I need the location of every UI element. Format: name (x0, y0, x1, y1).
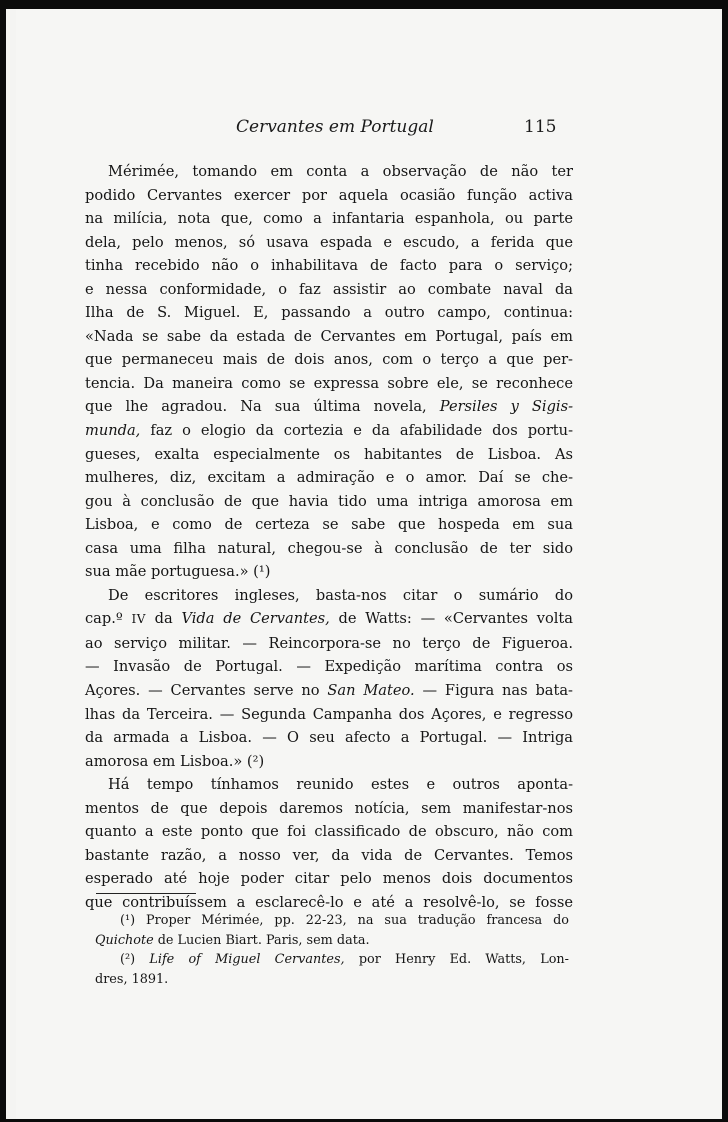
text-line: que permaneceu mais de dois anos, com o terço a que per- (85, 351, 573, 369)
footnote-marker: (²) (120, 952, 136, 967)
footnote-separator (96, 893, 196, 894)
book-page (16, 9, 720, 1119)
text-run: Açores. — Cervantes serve no (85, 682, 328, 700)
text-line: podido Cervantes exercer por aquela ocasião função activa (85, 186, 573, 204)
footnotes (95, 911, 569, 989)
book-title-italic: Quichote (95, 932, 154, 948)
text-line: Ilha de S. Miguel. E, passando a outro campo, continua: (85, 304, 573, 322)
text-line: amorosa em Lisboa.» (²) (85, 752, 265, 770)
text-line: Há tempo tínhamos reunido estes e outros aponta- (108, 776, 573, 794)
book-title-italic: Life of Miguel Cervantes, (149, 952, 345, 967)
text-line (85, 607, 573, 632)
text-run: por Henry Ed. Watts, Lon- (344, 952, 569, 967)
text-line: tencia. Da maneira como se expressa sobre ele, se reconhece (85, 374, 573, 392)
text-line: lhas da Terceira. — Segunda Campanha dos Açores, e regresso (85, 705, 573, 723)
text-line: sua mãe portuguesa.» (¹) (85, 563, 271, 581)
book-title-italic: Vida de Cervantes, (181, 610, 330, 628)
text-line: bastante razão, a nosso ver, da vida de Cervantes. Temos (85, 846, 573, 864)
footnote-marker: (¹) (120, 913, 136, 928)
text-line: dela, pelo menos, só usava espada e escudo, a ferida que (85, 233, 573, 251)
text-line: ao serviço militar. — Reincorpora-se no terço de Figueroa. (85, 634, 573, 652)
text-line: e nessa conformidade, o faz assistir ao combate naval da (85, 280, 573, 298)
text-line: esperado até hoje poder citar pelo menos dois documentos (85, 870, 573, 888)
text-line (85, 419, 573, 443)
footnote-2-cont: dres, 1891. (95, 971, 169, 987)
text-line: Lisboa, e como de certeza se sabe que hospeda em sua (85, 516, 573, 534)
text-line: De escritores ingleses, basta-nos citar o sumário do (108, 586, 573, 604)
book-title-italic: munda, (85, 422, 141, 440)
text-line: «Nada se sabe da estada de Cervantes em Portugal, país em (85, 327, 573, 345)
text-run: cap.º (85, 610, 132, 628)
text-run: que lhe agradou. Na sua última novela, (85, 398, 440, 416)
footnote-2 (95, 950, 569, 970)
text-line: gueses, exalta especialmente os habitantes de Lisboa. As (85, 445, 573, 463)
text-line: tinha recebido não o inhabilitava de facto para o serviço; (85, 257, 573, 275)
text-run: da (145, 610, 182, 628)
body-text (85, 160, 573, 915)
text-line: da armada a Lisboa. — O seu afecto a Portugal. — Intriga (85, 729, 573, 747)
text-run: — Figura nas bata- (414, 682, 573, 700)
text-line (85, 395, 573, 419)
text-line: quanto a este ponto que foi classificado de obscuro, não com (85, 823, 573, 841)
running-header (16, 117, 720, 141)
text-run: faz o elogio da cortezia e da afabilidade dos portu- (140, 422, 573, 440)
text-run: Proper Mérimée, pp. 22-23, na sua tradução francesa do (135, 913, 569, 928)
ship-name-italic: San Mateo. (327, 682, 415, 700)
text-line: mulheres, diz, excitam a admiração e o amor. Daí se che- (85, 469, 573, 487)
text-line (85, 679, 573, 703)
running-title: Cervantes em Portugal (236, 117, 434, 137)
text-run: de Watts: — «Cervantes volta (329, 610, 573, 628)
text-line: que contribuíssem a esclarecê-lo e até a resolvê-lo, se fosse (85, 893, 573, 911)
page-number: 115 (524, 117, 557, 137)
book-title-italic: Persiles y Sigis- (439, 398, 573, 416)
text-line: Mérimée, tomando em conta a observação de não ter (108, 163, 573, 180)
text-line: — Invasão de Portugal. — Expedição marítima contra os (85, 658, 573, 676)
text-line: gou à conclusão de que havia tido uma intriga amorosa em (85, 492, 573, 510)
text-line: mentos de que depois daremos notícia, sem manifestar-nos (85, 799, 573, 817)
footnote-1-cont (95, 931, 569, 951)
footnote-1 (95, 911, 569, 931)
text-line: casa uma filha natural, chegou-se à conclusão de ter sido (85, 539, 573, 557)
text-line: na milícia, nota que, como a infantaria espanhola, ou parte (85, 210, 573, 228)
chapter-numeral: IV (131, 612, 146, 627)
text-run: de Lucien Biart. Paris, sem data. (153, 932, 370, 948)
